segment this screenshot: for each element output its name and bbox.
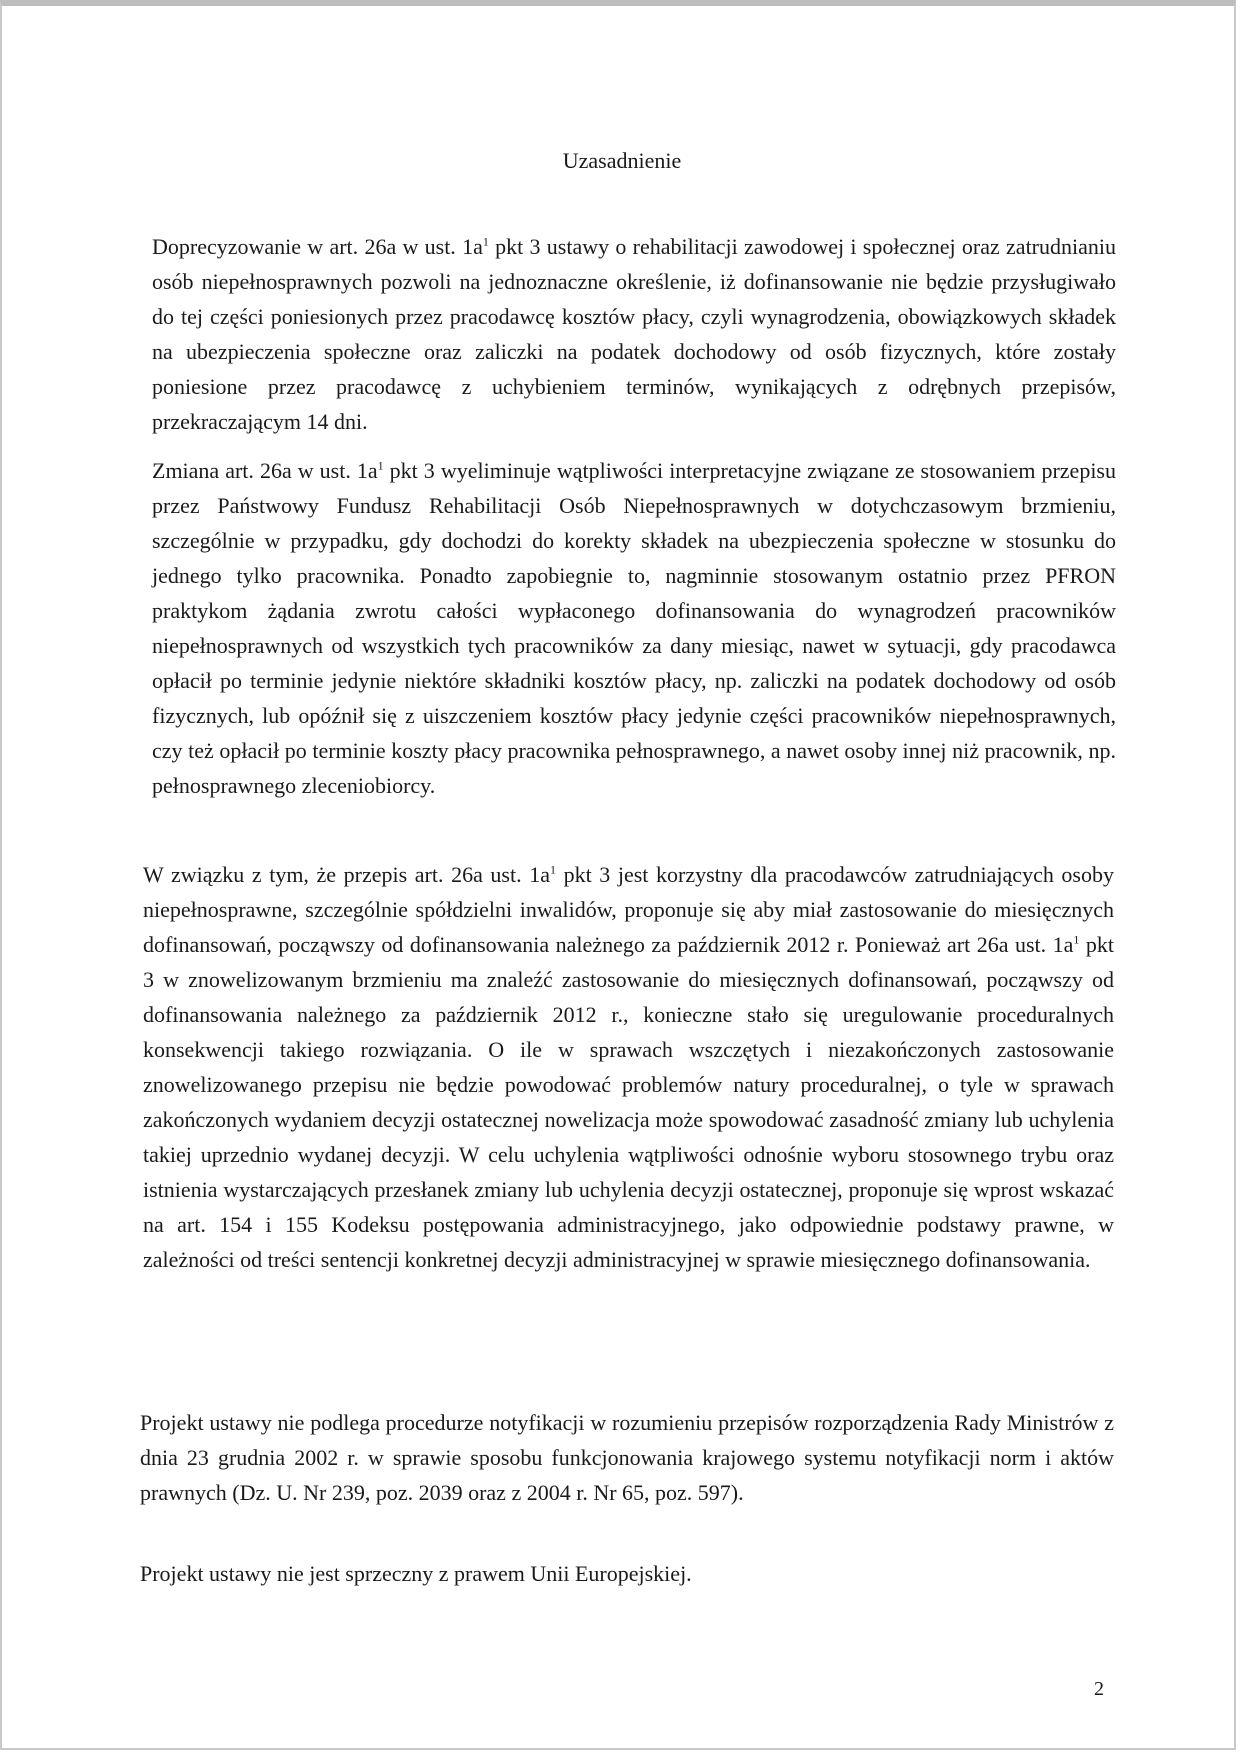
paragraph-3-superscript-1: 1: [549, 862, 556, 877]
paragraph-1-superscript: 1: [482, 234, 489, 249]
paragraph-5: Projekt ustawy nie jest sprzeczny z prawem Unii Europejskiej.: [140, 1561, 692, 1586]
page-number: 2: [1094, 1678, 1104, 1700]
paragraph-3-text-start: W związku z tym, że przepis art. 26a ust. 1a: [143, 862, 550, 887]
paragraph-3-text-middle: pkt 3 jest korzystny dla pracodawców zatrudniających osoby niepełnosprawne, szczególnie spółdzielni inwalidów, proponuje się aby miał zastosowanie do miesięcznych dofinansowań, począwszy od dofinansowania należnego za październik 2012 r. Ponieważ art 26a ust. 1a: [143, 862, 1114, 957]
paragraph-1-text-end: pkt 3 ustawy o rehabilitacji zawodowej i społecznej oraz zatrudnianiu osób niepełnosprawnych pozwoli na jednoznaczne określenie, iż dofinansowanie nie będzie przysługiwało do tej części poniesionych przez pracodawcę kosztów płacy, czyli wynagrodzenia, obowiązkowych składek na ubezpieczenia społeczne oraz zaliczki na podatek dochodowy od osób fizycznych, które zostały poniesione przez pracodawcę z uchybieniem terminów, wynikających z odrębnych przepisów, przekraczającym 14 dni.: [152, 234, 1116, 434]
paragraph-2-text-start: Zmiana art. 26a w ust. 1a: [152, 458, 378, 483]
paragraph-4: Projekt ustawy nie podlega procedurze notyfikacji w rozumieniu przepisów rozporządzenia Rady Ministrów z dnia 23 grudnia 2002 r. w sprawie sposobu funkcjonowania krajowego systemu notyfikacji norm i aktów prawnych (Dz. U. Nr 239, poz. 2039 oraz z 2004 r. Nr 65, poz. 597).: [140, 1410, 1114, 1505]
paragraph-2-superscript: 1: [377, 458, 384, 473]
paragraph-2: [152, 453, 1116, 803]
paragraph-2-text-end: pkt 3 wyeliminuje wątpliwości interpretacyjne związane ze stosowaniem przepisu przez Państwowy Fundusz Rehabilitacji Osób Niepełnosprawnych w dotychczasowym brzmieniu, szczególnie w przypadku, gdy dochodzi do korekty składek na ubezpieczenia społeczne w stosunku do jednego tylko pracownika. Ponadto zapobiegnie to, nagminnie stosowanym ostatnio przez PFRON praktykom żądania zwrotu całości wypłaconego dofinansowania do wynagrodzeń pracowników niepełnosprawnych od wszystkich tych pracowników za dany miesiąc, nawet w sytuacji, gdy pracodawca opłacił po terminie jedynie niektóre składniki kosztów płacy, np. zaliczki na podatek dochodowy od osób fizycznych, lub opóźnił się z uiszczeniem kosztów płacy jedynie części pracowników niepełnosprawnych, czy też opłacił po terminie koszty płacy pracownika pełnosprawnego, a nawet osoby innej niż pracownik, np. pełnosprawnego zleceniobiorcy.: [152, 458, 1116, 798]
paragraph-1: [152, 229, 1116, 439]
paragraph-3-text-end: pkt 3 w znowelizowanym brzmieniu ma znaleźć zastosowanie do miesięcznych dofinansowań, począwszy od dofinansowania należnego za październik 2012 r., konieczne stało się uregulowanie proceduralnych konsekwencji takiego rozwiązania. O ile w sprawach wszczętych i niezakończonych zastosowanie znowelizowanego przepisu nie będzie powodować problemów natury proceduralnej, o tyle w sprawach zakończonych wydaniem decyzji ostatecznej nowelizacja może spowodować zasadność zmiany lub uchylenia takiej uprzednio wydanej decyzji. W celu uchylenia wątpliwości odnośnie wyboru stosownego trybu oraz istnienia wystarczających przesłanek zmiany lub uchylenia decyzji ostatecznej, proponuje się wprost wskazać na art. 154 i 155 Kodeksu postępowania administracyjnego, jako odpowiednie podstawy prawne, w zależności od treści sentencji konkretnej decyzji administracyjnej w sprawie miesięcznego dofinansowania.: [143, 932, 1114, 1272]
paragraph-1-text-start: Doprecyzowanie w art. 26a w ust. 1a: [152, 234, 483, 259]
document-title: Uzasadnienie: [562, 148, 682, 173]
paragraph-3-superscript-2: 1: [1073, 932, 1080, 947]
paragraph-3: [143, 857, 1114, 1277]
